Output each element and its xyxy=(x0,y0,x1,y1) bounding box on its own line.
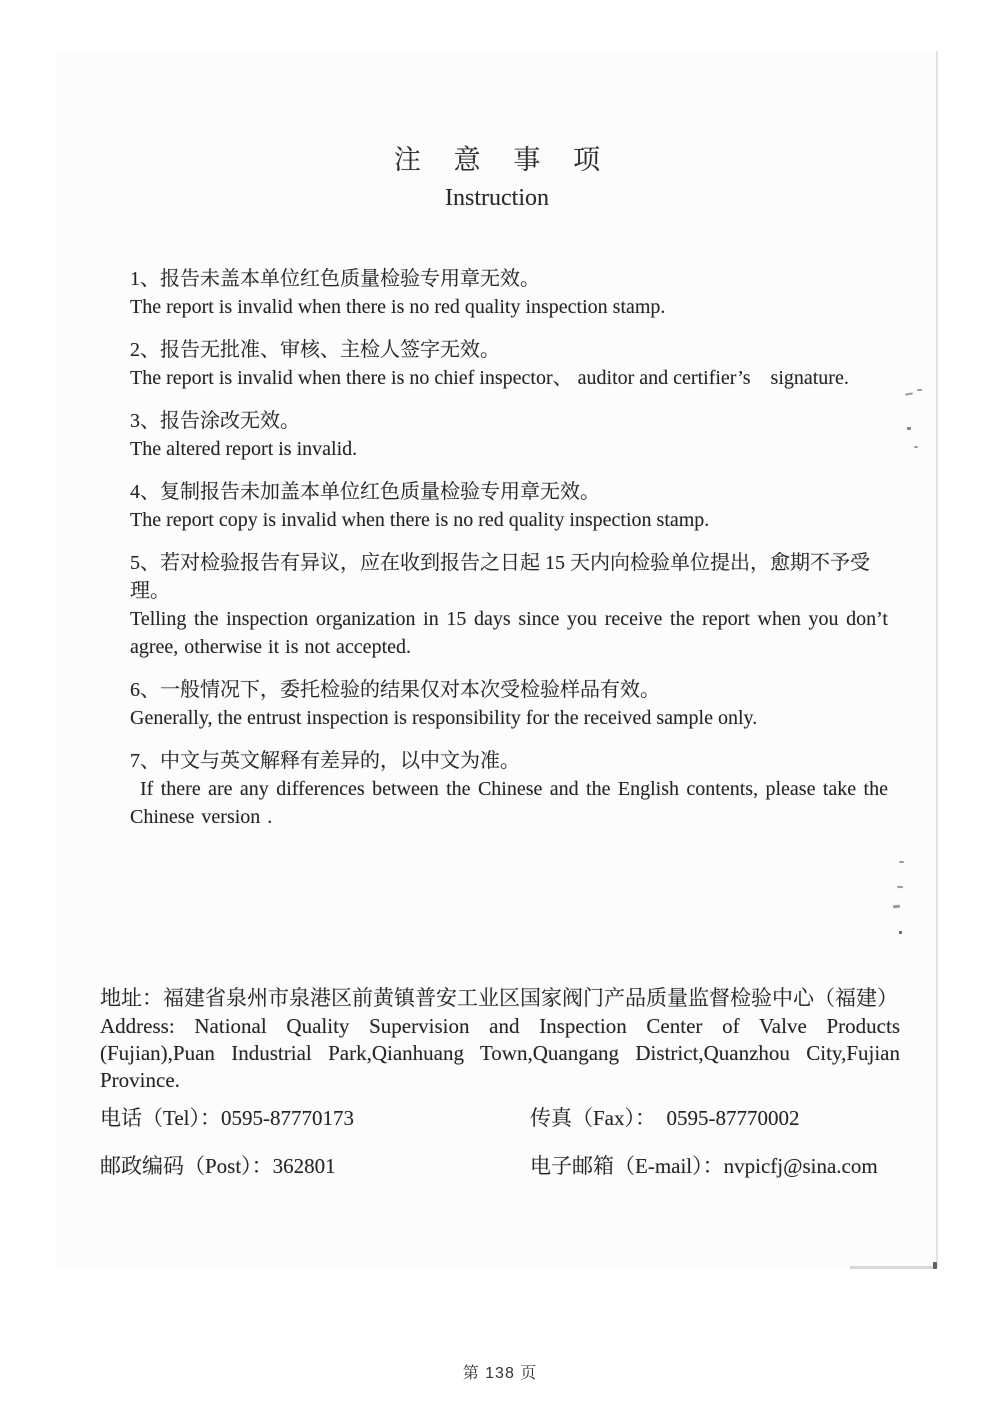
email-value: 电子邮箱（E-mail）：nvpicfj@sina.com xyxy=(530,1154,878,1178)
instruction-item xyxy=(130,676,888,732)
address-english: Address: National Quality Supervision and Inspection Center of Valve Products (Fujian),Puan Industrial Park,Qianhuang Town,Quangang District,Quanzhou City,Fujian Province. xyxy=(100,1014,900,1092)
instruction-item-english: The altered report is invalid. xyxy=(130,438,358,460)
instruction-item-chinese: 6、一般情况下，委托检验的结果仅对本次受检验样品有效。 xyxy=(130,679,660,701)
instruction-item xyxy=(130,747,888,831)
instruction-item-english: Generally, the entrust inspection is responsibility for the received sample only. xyxy=(130,707,758,729)
address-chinese: 地址：福建省泉州市泉港区前黄镇普安工业区国家阀门产品质量监督检验中心（福建） xyxy=(100,986,898,1010)
instruction-item-english: The report is invalid when there is no red quality inspection stamp. xyxy=(130,296,666,318)
instruction-item-chinese: 3、报告涂改无效。 xyxy=(130,410,300,432)
instruction-item-chinese: 1、报告未盖本单位红色质量检验专用章无效。 xyxy=(130,268,540,290)
page-title-english: Instruction xyxy=(445,185,549,211)
instruction-item-chinese: 2、报告无批准、审核、主检人签字无效。 xyxy=(130,339,500,361)
instruction-item xyxy=(130,336,888,392)
instruction-item-english: The report is invalid when there is no chief inspector、 auditor and certifier’s signature. xyxy=(130,367,849,389)
address-block xyxy=(100,984,900,1094)
instruction-item xyxy=(130,407,888,463)
instruction-item-english: If there are any differences between the Chinese and the English contents, please take the Chinese version . xyxy=(130,778,888,828)
instruction-item xyxy=(130,478,888,534)
instruction-list xyxy=(130,265,888,846)
instruction-item-english: Telling the inspection organization in 15 days since you receive the report when you don’t agree, otherwise it is not accepted. xyxy=(130,608,888,658)
instruction-item xyxy=(130,549,888,661)
instruction-item-chinese: 7、中文与英文解释有差异的，以中文为准。 xyxy=(130,750,520,772)
page-number: 第 138 页 xyxy=(462,1365,538,1382)
page-title-chinese: 注 意 事 项 xyxy=(393,145,614,175)
fax-value: 传真（Fax）： 0595-87770002 xyxy=(530,1106,800,1130)
postcode-value: 邮政编码（Post）：362801 xyxy=(100,1154,336,1178)
instruction-item xyxy=(130,265,888,321)
instruction-item-english: The report copy is invalid when there is no red quality inspection stamp. xyxy=(130,509,710,531)
instruction-item-chinese: 4、复制报告未加盖本单位红色质量检验专用章无效。 xyxy=(130,481,600,503)
telephone-value: 电话（Tel）：0595-87770173 xyxy=(100,1106,355,1130)
instruction-item-chinese: 5、若对检验报告有异议，应在收到报告之日起 15 天内向检验单位提出，愈期不予受理。 xyxy=(130,552,870,602)
